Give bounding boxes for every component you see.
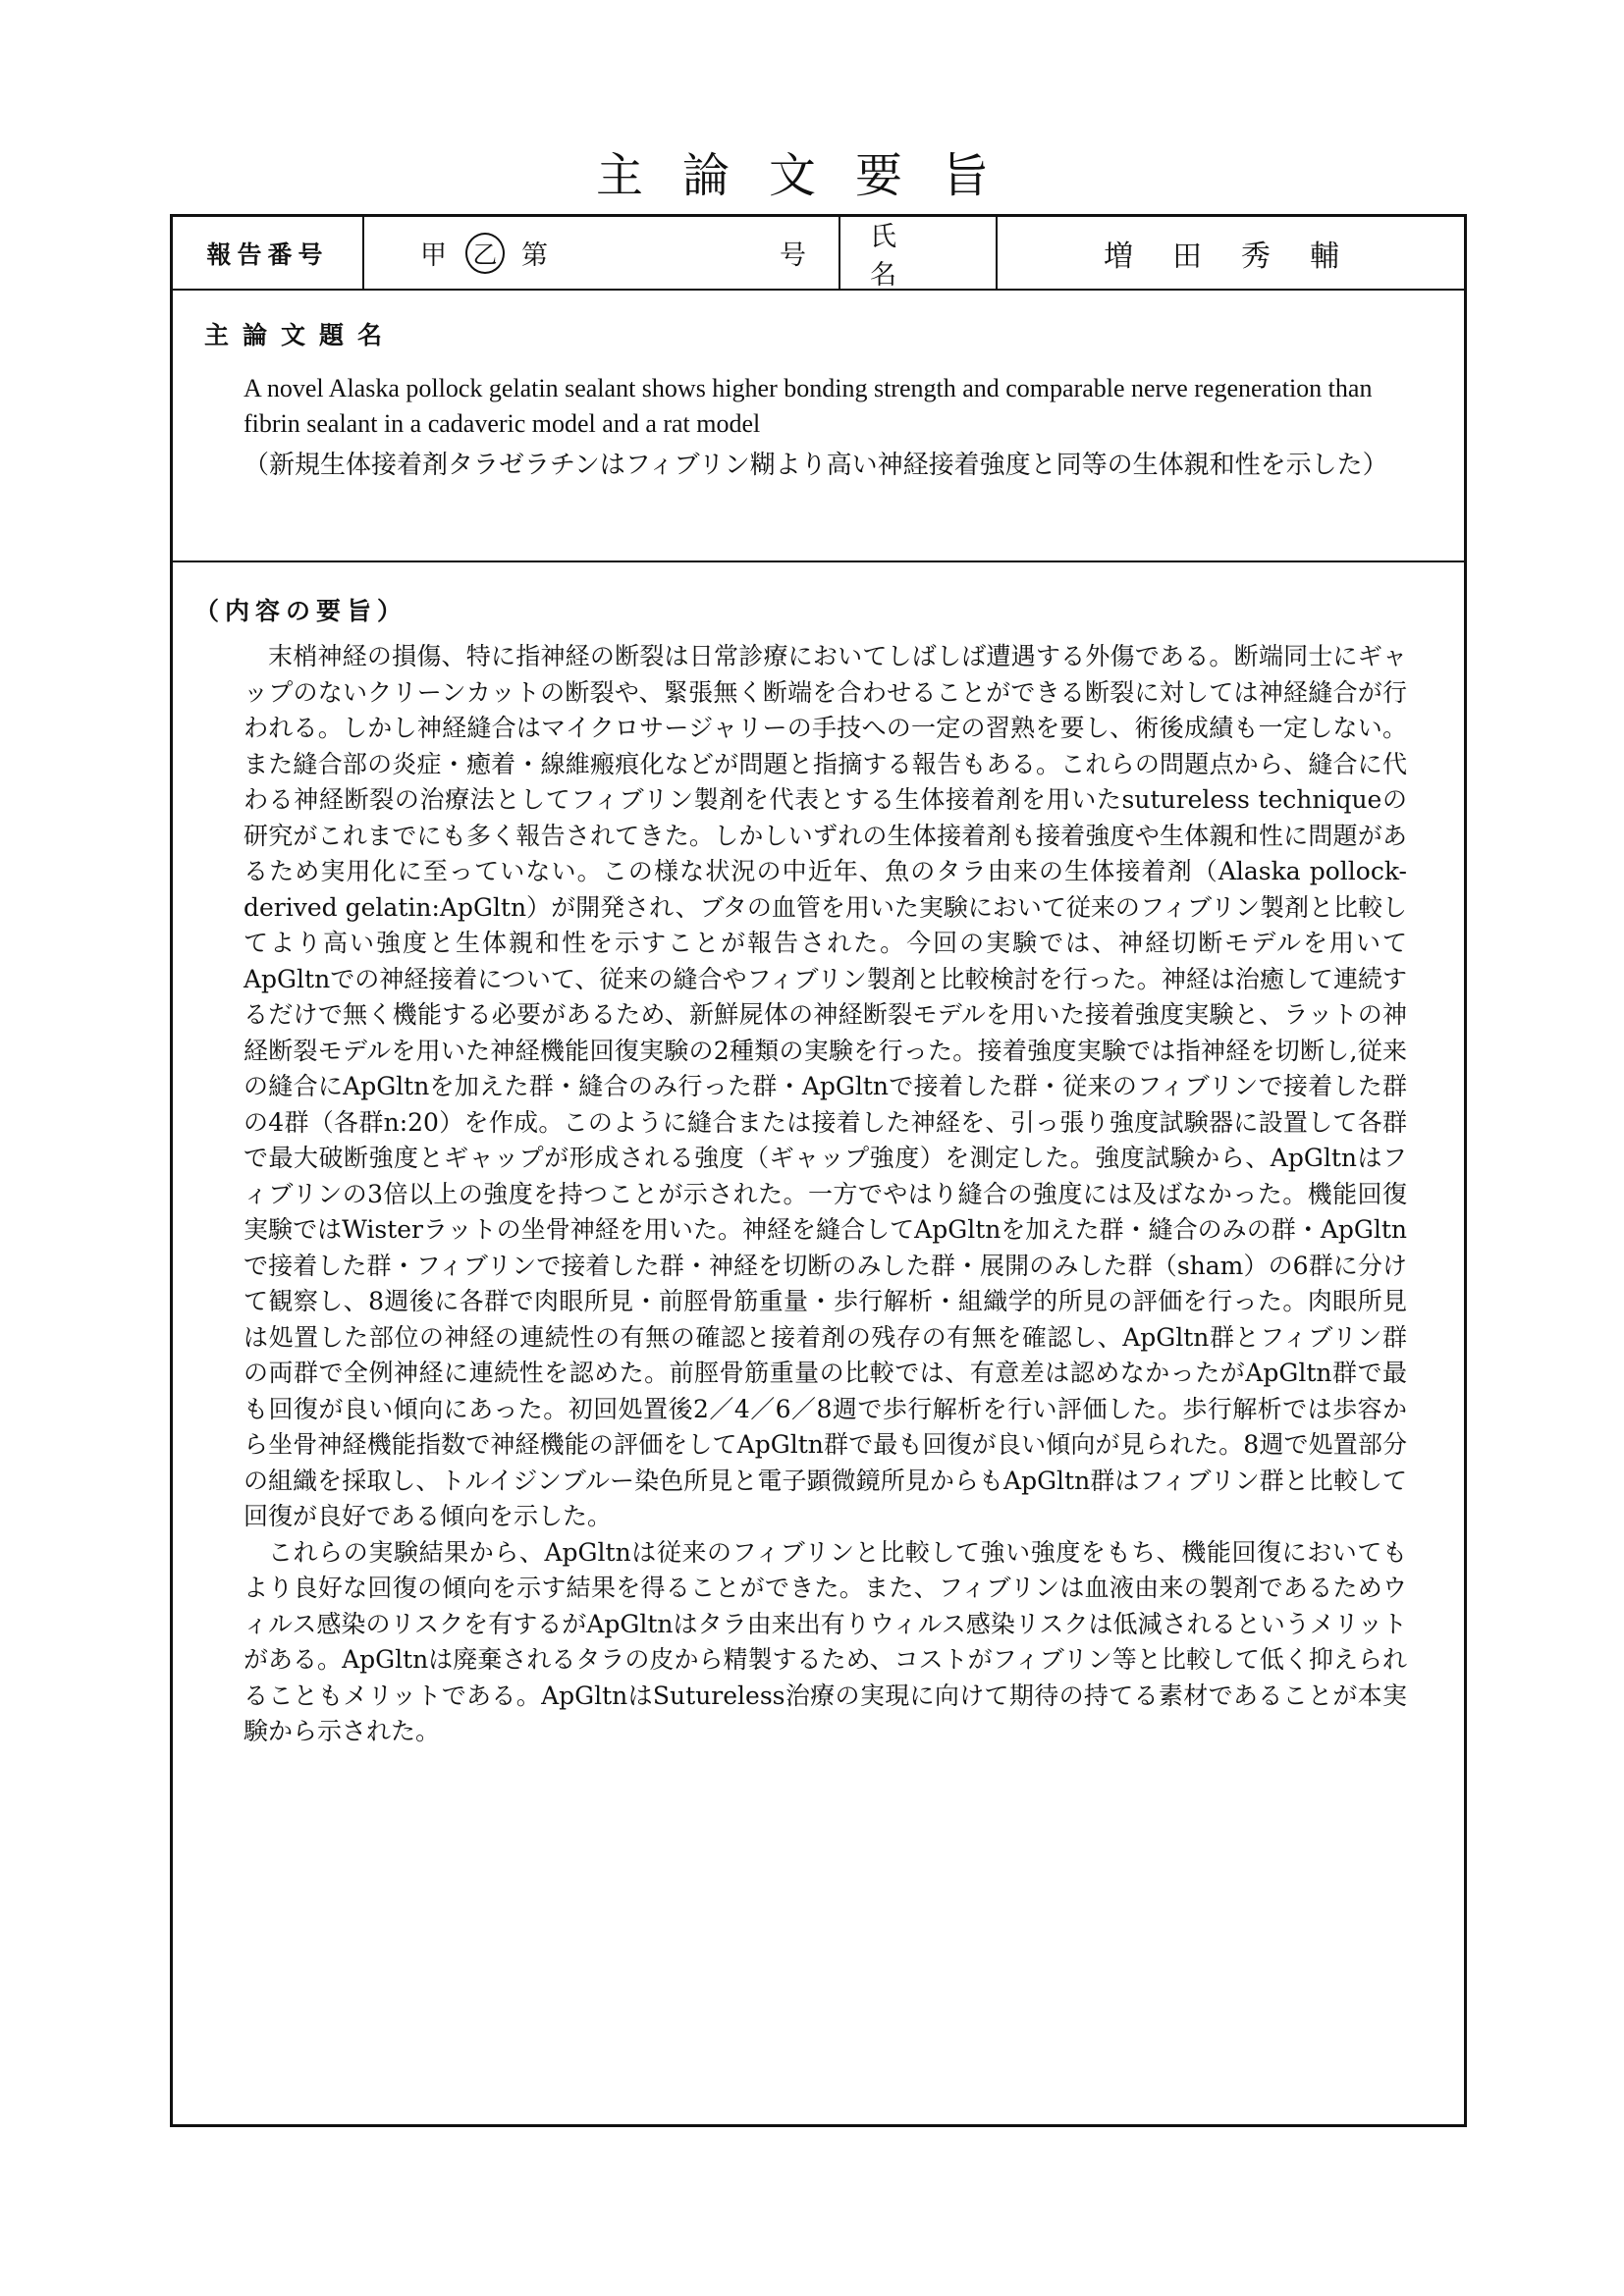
otsu-option: [465, 217, 505, 289]
report-header-row: [173, 217, 1464, 291]
thesis-title-row: [173, 291, 1464, 562]
abstract-form: [170, 214, 1467, 2127]
summary-paragraph: これらの実験結果から、ApGltnは従来のフィブリンと比較して強い強度をもち、機能回復においてもより良好な回復の傾向を示す結果を得ることができた。また、フィブリンは血液由来の製剤であるためウィルス感染のリスクを有するがApGltnはタラ由来出有りウィルス感染リスクは低減されるというメリットがある。ApGltnは廃棄されるタラの皮から精製するため、コストがフィブリン等と比較して低く抑えられることもメリットである。ApGltnはSutureless治療の実現に向けて期待の持てる素材であることが本実験から示された。: [244, 1537, 1407, 1745]
summary-label: （内容の要旨）: [194, 597, 408, 625]
thesis-title-english: A novel Alaska pollock gelatin sealant shows higher bonding strength and comparable nerve regeneration than fibrin sealant in a cadaveric model and a rat model: [244, 374, 1373, 438]
thesis-title-label: 主論文題名: [204, 321, 397, 349]
go-label: 号: [780, 240, 806, 271]
summary-paragraph: 末梢神経の損傷、特に指神経の断裂は日常診療においてしばしば遭遇する外傷である。断端同士にギャップのないクリーンカットの断裂や、緊張無く断端を合わせることができる断裂に対しては神経縫合が行われる。しかし神経縫合はマイクロサージャリーの手技への一定の習熟を要し、術後成績も一定しない。また縫合部の炎症・癒着・線維瘢痕化などが問題と指摘する報告もある。これらの問題点から、縫合に代わる神経断裂の治療法としてフィブリン製剤を代表とする生体接着剤を用いたsutureless techniqueの研究がこれまでにも多く報告されてきた。しかしいずれの生体接着剤も接着強度や生体親和性に問題があるため実用化に至っていない。この様な状況の中近年、魚のタラ由来の生体接着剤（Alaska pollock-derived gelatin:ApGltn）が開発され、ブタの血管を用いた実験において従来のフィブリン製剤と比較してより高い強度と生体親和性を示すことが報告された。今回の実験では、神経切断モデルを用いてApGltnでの神経接着について、従来の縫合やフィブリン製剤と比較検討を行った。神経は治癒して連続するだけで無く機能する必要があるため、新鮮屍体の神経断裂モデルを用いた接着強度実験と、ラットの神経断裂モデルを用いた神経機能回復実験の2種類の実験を行った。接着強度実験では指神経を切断し,従来の縫合にApGltnを加えた群・縫合のみ行った群・ApGltnで接着した群・従来のフィブリンで接着した群の4群（各群n:20）を作成。このように縫合または接着した神経を、引っ張り強度試験器に設置して各群で最大破断強度とギャップが形成される強度（ギャップ強度）を測定した。強度試験から、ApGltnはフィブリンの3倍以上の強度を持つことが示された。一方でやはり縫合の強度には及ばなかった。機能回復実験ではWisterラットの坐骨神経を用いた。神経を縫合してApGltnを加えた群・縫合のみの群・ApGltnで接着した群・フィブリンで接着した群・神経を切断のみした群・展開のみした群（sham）の6群に分けて観察し、8週後に各群で肉眼所見・前脛骨筋重量・歩行解析・組織学的所見の評価を行った。肉眼所見は処置した部位の神経の連続性の有無の確認と接着剤の残存の有無を確認し、ApGltn群とフィブリン群の両群で全例神経に連続性を認めた。前脛骨筋重量の比較では、有意差は認めなかったがApGltn群で最も回復が良い傾向にあった。初回処置後2／4／6／8週で歩行解析を行い評価した。歩行解析では歩容から坐骨神経機能指数で神経機能の評価をしてApGltn群で最も回復が良い傾向が見られた。8週で処置部分の組織を採取し、トルイジンブルー染色所見と電子顕微鏡所見からもApGltn群はフィブリン群と比較して回復が良好である傾向を示した。: [244, 642, 1407, 1530]
page-title: 主論文要旨: [595, 148, 1028, 203]
thesis-title-japanese: （新規生体接着剤タラゼラチンはフィブリン糊より高い神経接着強度と同等の生体親和性を示した）: [244, 451, 1388, 480]
dai-label: 第: [521, 240, 548, 271]
otsu-circled-mark: 乙: [465, 233, 505, 274]
report-number-label: 報告番号: [206, 240, 329, 269]
author-name: 増田秀輔: [1104, 239, 1379, 274]
name-label: 氏名: [870, 221, 936, 291]
kou-option: 甲: [420, 240, 447, 271]
summary-text: [244, 639, 1407, 1750]
